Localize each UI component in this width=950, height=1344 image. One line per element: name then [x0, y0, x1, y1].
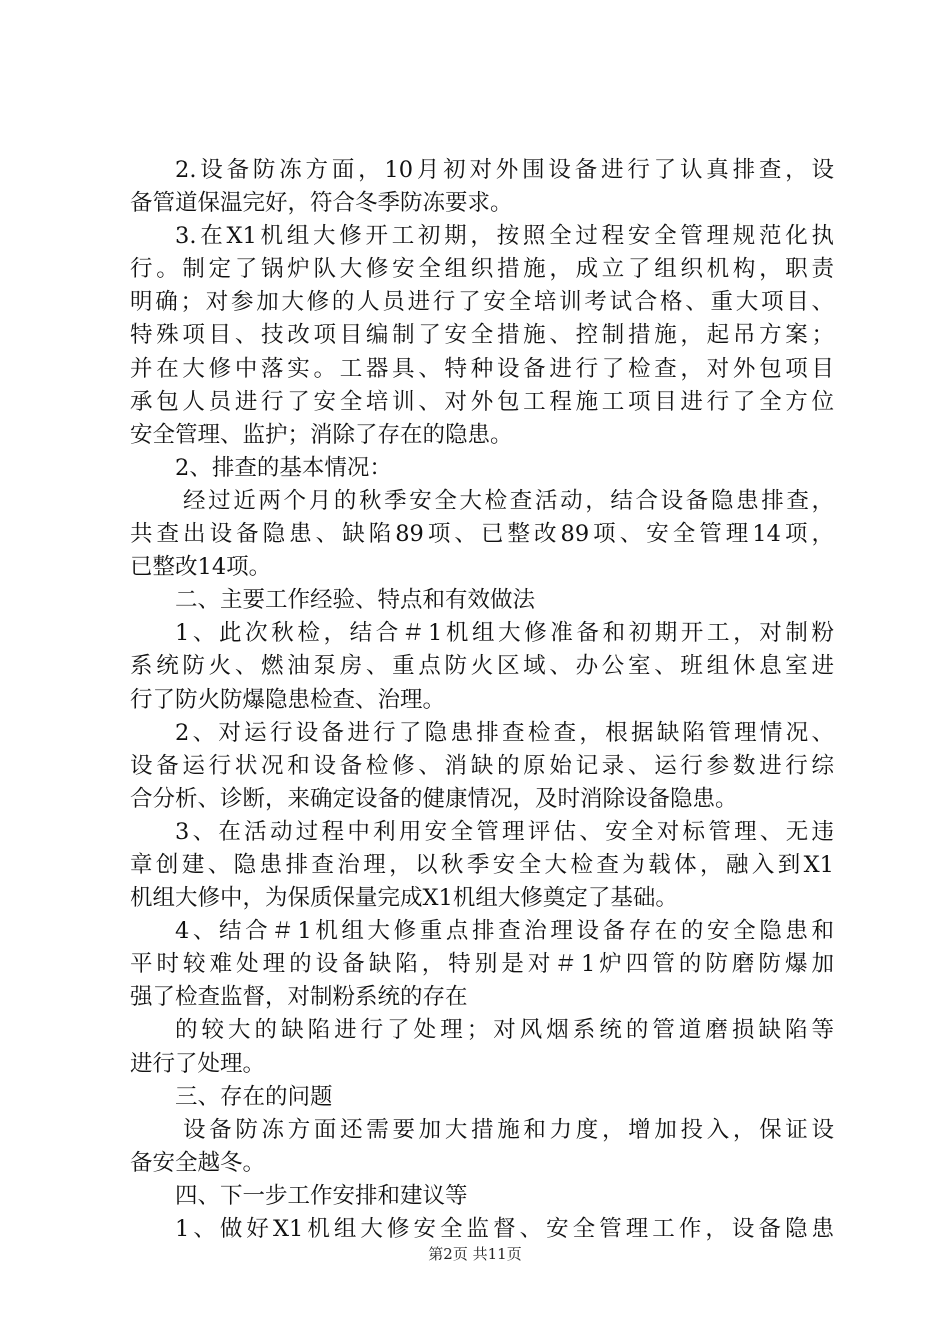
text-line: 的较大的缺陷进行了处理；对风烟系统的管道磨损缺陷等 — [175, 1017, 834, 1044]
text-line: 明确；对参加大修的人员进行了安全培训考试合格、重大项目、 — [130, 289, 834, 316]
page-footer: 第2页 共11页 — [428, 1245, 522, 1263]
text-line: 3、在活动过程中利用安全管理评估、安全对标管理、无违 — [175, 818, 834, 845]
text-line: 1、做好X1机组大修安全监督、安全管理工作，设备隐患 — [175, 1216, 834, 1242]
text-line: 已整改14项。 — [130, 554, 272, 581]
text-line: 备安全越冬。 — [130, 1149, 266, 1176]
text-line: 二、主要工作经验、特点和有效做法 — [175, 587, 536, 614]
text-line: 四、下一步工作安排和建议等 — [175, 1182, 468, 1209]
text-line: 2、对运行设备进行了隐患排查检查，根据缺陷管理情况、 — [175, 719, 834, 746]
text-line: 2、排查的基本情况： — [175, 454, 392, 481]
text-line: 合分析、诊断，来确定设备的健康情况，及时消除设备隐患。 — [130, 785, 738, 812]
text-line: 设备运行状况和设备检修、消缺的原始记录、运行参数进行综 — [130, 752, 834, 779]
text-line: 1、此次秋检，结合＃1机组大修准备和初期开工，对制粉 — [175, 620, 834, 647]
text-line: 并在大修中落实。工器具、特种设备进行了检查，对外包项目 — [130, 355, 834, 382]
text-line: 安全管理、监护；消除了存在的隐患。 — [130, 421, 513, 448]
text-line: 进行了处理。 — [130, 1050, 266, 1077]
text-line: 章创建、隐患排查治理，以秋季安全大检查为载体，融入到X1 — [130, 851, 834, 878]
text-line: 承包人员进行了安全培训、对外包工程施工项目进行了全方位 — [130, 388, 834, 415]
text-line: 机组大修中，为保质保量完成X1机组大修奠定了基础。 — [130, 885, 678, 912]
text-line: 平时较难处理的设备缺陷，特别是对＃1炉四管的防磨防爆加 — [130, 951, 834, 978]
text-line: 三、存在的问题 — [175, 1083, 333, 1110]
text-line: 3.在X1机组大修开工初期，按照全过程安全管理规范化执 — [175, 223, 834, 250]
text-line: 备管道保温完好，符合冬季防冻要求。 — [130, 190, 513, 217]
text-line: 系统防火、燃油泵房、重点防火区域、办公室、班组休息室进 — [130, 653, 834, 680]
text-line: 经过近两个月的秋季安全大检查活动，结合设备隐患排查， — [183, 487, 834, 514]
document-body — [130, 154, 834, 1246]
text-line: 强了检查监督，对制粉系统的存在 — [130, 984, 468, 1011]
text-line: 特殊项目、技改项目编制了安全措施、控制措施，起吊方案； — [130, 322, 834, 349]
text-line: 共查出设备隐患、缺陷89项、已整改89项、安全管理14项， — [130, 521, 834, 548]
text-line: 4、结合＃1机组大修重点排查治理设备存在的安全隐患和 — [175, 918, 834, 945]
text-line: 行。制定了锅炉队大修安全组织措施，成立了组织机构，职责 — [130, 256, 834, 283]
text-line: 行了防火防爆隐患检查、治理。 — [130, 686, 446, 713]
text-line: 设备防冻方面还需要加大措施和力度，增加投入，保证设 — [183, 1116, 834, 1143]
text-line: 2.设备防冻方面，10月初对外围设备进行了认真排查，设 — [175, 157, 834, 183]
